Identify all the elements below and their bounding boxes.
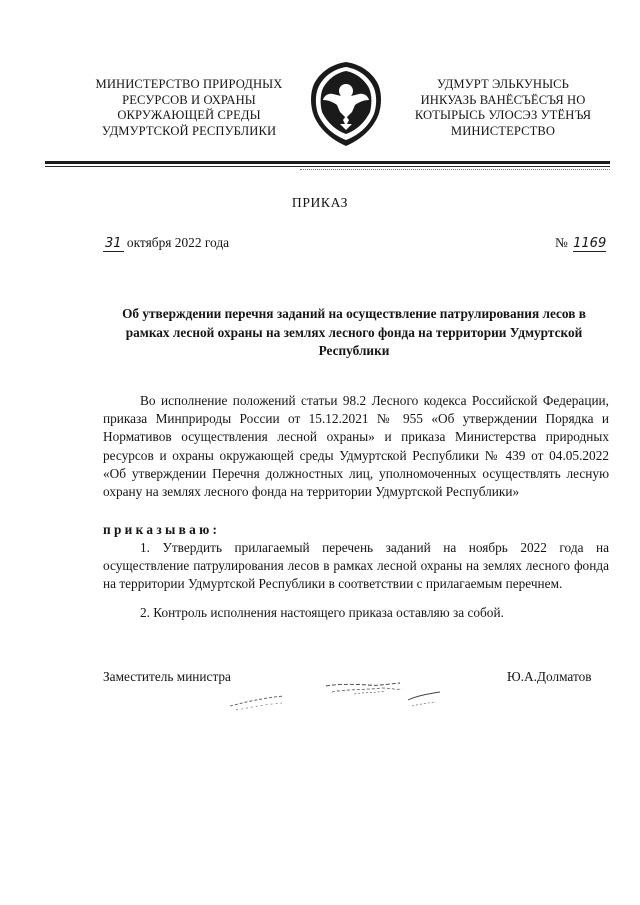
handwritten-signature xyxy=(222,676,447,724)
number-handwritten: 1169 xyxy=(573,236,607,251)
ministry-name-line: РЕСУРСОВ И ОХРАНЫ xyxy=(122,92,256,107)
ministry-name-line: УДМУРТСКОЙ РЕСПУБЛИКИ xyxy=(101,123,277,138)
document-date xyxy=(103,235,229,252)
date-day-handwritten: 31 xyxy=(105,236,122,251)
date-month-year: октября 2022 года xyxy=(123,235,230,250)
ministry-name-line: МИНИСТЕРСТВО xyxy=(450,123,556,138)
ministry-name-russian xyxy=(70,77,308,139)
document-type: ПРИКАЗ xyxy=(291,195,349,210)
ministry-name-udmurt xyxy=(388,77,618,139)
document-title: Об утверждении перечня заданий на осуществление патрулирования лесов в рамках лесной охраны на землях лесного фонда на территории Удмуртской Республики xyxy=(122,306,586,359)
document-number xyxy=(555,235,606,252)
header-divider-thin xyxy=(45,166,610,167)
order-item-1: 1. Утвердить прилагаемый перечень заданий на ноябрь 2022 года на осуществление патрулирования лесов в рамках лесной охраны на землях лесного фонда на территории Удмуртской Республики в соответствии с прилагаемым перечнем. xyxy=(103,540,609,592)
ministry-name-line: МИНИСТЕРСТВО ПРИРОДНЫХ xyxy=(95,77,283,91)
ministry-name-line: УДМУРТ ЭЛЬКУНЫСЬ xyxy=(436,77,569,91)
order-keyword: приказываю: xyxy=(103,522,221,537)
ministry-name-line: КОТЫРЫСЬ УЛОСЭЗ УТЁНЪЯ xyxy=(414,108,592,123)
order-item-2: 2. Контроль исполнения настоящего приказа оставляю за собой. xyxy=(140,605,504,620)
preamble-paragraph: Во исполнение положений статьи 98.2 Лесного кодекса Российской Федерации, приказа Минприроды России от 15.12.2021 № 955 «Об утверждении Порядка и Нормативов осуществления лесной охраны» и приказа Министерства природных ресурсов и охраны окружающей среды Удмуртской Республики № 439 от 04.05.2022 «Об утверждении Перечня должностных лиц, уполномоченных осуществлять лесную охрану на землях лесного фонда на территории Удмуртской Республики» xyxy=(103,393,609,500)
number-sign: № xyxy=(555,235,568,250)
signer-position: Заместитель министра xyxy=(103,669,231,684)
header-divider-faint xyxy=(300,169,610,170)
header-divider-thick xyxy=(45,161,610,164)
ministry-name-line: ОКРУЖАЮЩЕЙ СРЕДЫ xyxy=(117,108,261,123)
signer-name: Ю.А.Долматов xyxy=(507,669,592,684)
udmurt-coat-of-arms-icon xyxy=(306,60,386,148)
ministry-name-line: ИНКУАЗЬ ВАНЁСЪЁСЪЯ НО xyxy=(420,92,586,107)
